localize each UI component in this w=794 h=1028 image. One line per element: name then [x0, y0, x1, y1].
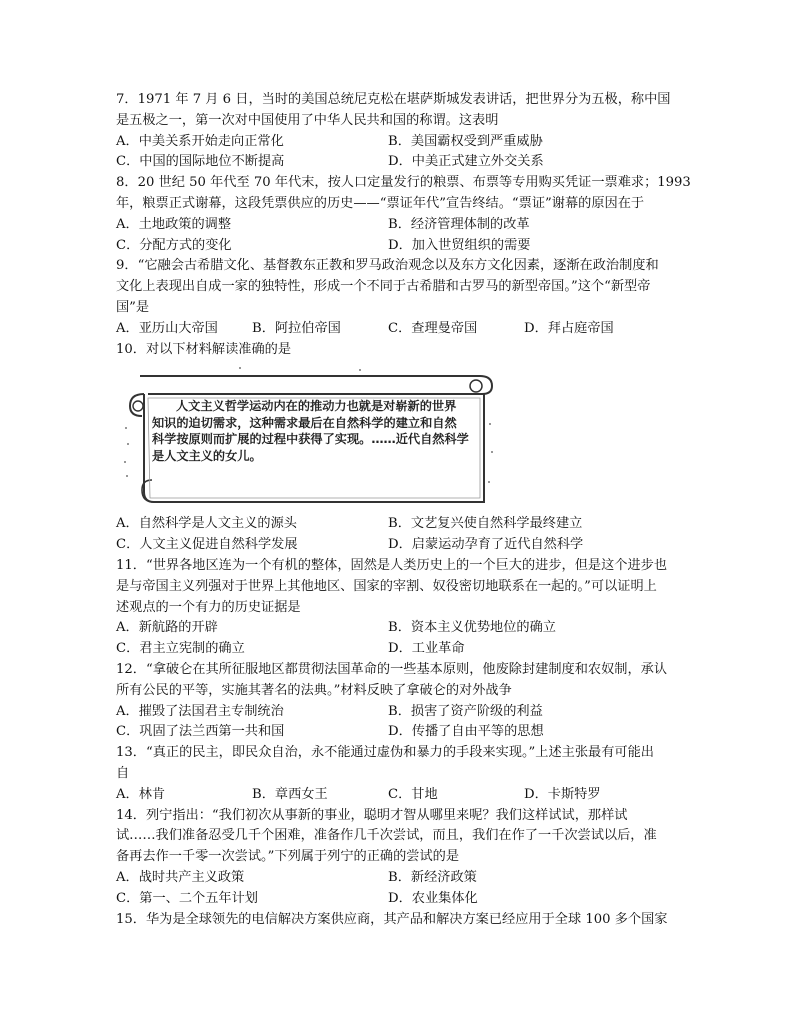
question-text: 7．1971 年 7 月 6 日，当时的美国总统尼克松在堪萨斯城发表讲话，把世界分为五极，称中国 [116, 92, 671, 107]
options-row [116, 132, 682, 153]
question-10 [116, 340, 682, 556]
question-text: 11．“世界各地区连为一个有机的整体，固然是人类历史上的一个巨大的进步，但是这个进步也 [116, 557, 668, 573]
options-row [116, 319, 682, 340]
option-d: D．卡斯特罗 [524, 786, 601, 802]
options-row [116, 868, 682, 889]
options-row [116, 618, 682, 639]
option-b: B．损害了资产阶级的利益 [388, 703, 543, 719]
question-text: 9．“它融会古希腊文化、基督教东正教和罗马政治观念以及东方文化因素，逐渐在政治制度和 [116, 258, 659, 274]
question-11 [116, 556, 682, 660]
option-a: A．战时共产主义政策 [116, 869, 245, 885]
options-row [116, 152, 682, 173]
option-d: D．启蒙运动孕育了近代自然科学 [388, 537, 584, 553]
option-d: D．传播了自由平等的思想 [388, 724, 544, 740]
material-line: 知识的迫切需求，这种需求最后在自然科学的建立和自然 [152, 415, 457, 430]
option-a: A．自然科学是人文主义的源头 [116, 516, 297, 532]
question-text: 12．“拿破仑在其所征服地区都贯彻法国革命的一些基本原则，他废除封建制度和农奴制，承认 [116, 661, 668, 677]
question-text: 述观点的一个有力的历史证据是 [116, 599, 301, 615]
options-row [116, 639, 682, 660]
question-text: 10．对以下材料解读准确的是 [116, 341, 292, 357]
option-a: A．中美关系开始走向正常化 [116, 133, 284, 149]
option-b: B．新经济政策 [388, 869, 477, 885]
question-13 [116, 743, 682, 805]
option-c: C．君主立宪制的确立 [116, 641, 245, 657]
option-c: C．第一、二个五年计划 [116, 890, 258, 906]
option-b: B．经济管理体制的改革 [388, 216, 530, 232]
option-b: B．资本主义优势地位的确立 [388, 620, 556, 636]
material-line: 科学按原则而扩展的过程中获得了实现。……近代自然科学 [152, 432, 469, 447]
question-text: 15．华为是全球领先的电信解决方案供应商，其产品和解决方案已经应用于全球 100 多个国家 [116, 911, 668, 927]
option-d: D．工业革命 [388, 641, 465, 657]
option-a: A．土地政策的调整 [116, 216, 232, 232]
material-line: 人文主义哲学运动内在的推动力也就是对崭新的世界 [176, 399, 457, 414]
question-text: 备再去作一千零一次尝试。”下列属于列宁的正确的尝试的是 [116, 849, 460, 865]
option-d: D．加入世贸组织的需要 [388, 237, 531, 253]
option-c: C．人文主义促进自然科学发展 [116, 537, 298, 553]
question-text: 8．20 世纪 50 年代至 70 年代末，按人口定量发行的粮票、布票等专用购买凭证一票难求；1993 [116, 175, 691, 191]
option-b: B．章西女王 [252, 786, 328, 802]
option-b: B．美国霸权受到严重威胁 [388, 133, 543, 149]
options-row [116, 236, 682, 257]
material-scroll [116, 362, 682, 510]
question-8 [116, 173, 691, 256]
options-row [116, 514, 682, 535]
question-text: 试……我们准备忍受几千个困难，准备作几千次尝试，而且，我们在作了一千次尝试以后，准 [116, 828, 657, 844]
question-text: 所有公民的平等，实施其著名的法典。”材料反映了拿破仑的对外战争 [116, 682, 512, 698]
question-12 [116, 660, 682, 743]
question-14 [116, 806, 682, 910]
question-text: 是与帝国主义列强对于世界上其他地区、国家的宰割、奴役密切地联系在一起的。”可以证明上 [116, 578, 657, 594]
question-9 [116, 256, 682, 339]
options-row [116, 889, 682, 910]
option-a: A．林肯 [116, 786, 166, 802]
options-row [116, 535, 682, 556]
option-c: C．查理曼帝国 [388, 320, 478, 336]
exam-page [116, 90, 691, 930]
option-a: A．亚历山大帝国 [116, 320, 218, 336]
option-c: C．分配方式的变化 [116, 237, 232, 253]
option-c: C．甘地 [388, 786, 438, 802]
question-7 [116, 90, 682, 173]
question-text: 文化上表现出自成一家的独特性，形成一个不同于古希腊和古罗马的新型帝国。”这个“新型帝 [116, 279, 651, 295]
option-d: D．农业集体化 [388, 890, 478, 906]
option-b: B．阿拉伯帝国 [252, 320, 341, 336]
option-c: C．中国的国际地位不断提高 [116, 154, 285, 170]
question-text: 13．“真正的民主，即民众自治，永不能通过虚伪和暴力的手段来实现。”上述主张最有可能出 [116, 745, 654, 761]
question-text: 自 [116, 765, 130, 781]
question-text: 国”是 [116, 299, 150, 315]
question-text: 是五极之一，第一次对中国使用了中华人民共和国的称谓。这表明 [116, 112, 499, 128]
question-text: 年，粮票正式谢幕，这段凭票供应的历史——“票证年代”宣告终结。“票证”谢幕的原因在于 [116, 195, 645, 211]
option-d: D．中美正式建立外交关系 [388, 154, 544, 170]
options-row [116, 785, 682, 806]
question-15 [116, 910, 682, 931]
option-a: A．新航路的开辟 [116, 620, 218, 636]
options-row [116, 702, 682, 723]
options-row [116, 722, 682, 743]
option-d: D．拜占庭帝国 [524, 320, 614, 336]
option-c: C．巩固了法兰西第一共和国 [116, 724, 285, 740]
material-line: 是人文主义的女儿。 [152, 448, 262, 463]
question-text: 14．列宁指出：“我们初次从事新的事业，聪明才智从哪里来呢？我们这样试试，那样试 [116, 807, 628, 823]
options-row [116, 215, 682, 236]
material-text [152, 398, 482, 464]
option-a: A．摧毁了法国君主专制统治 [116, 703, 284, 719]
option-b: B．文艺复兴使自然科学最终建立 [388, 516, 583, 532]
